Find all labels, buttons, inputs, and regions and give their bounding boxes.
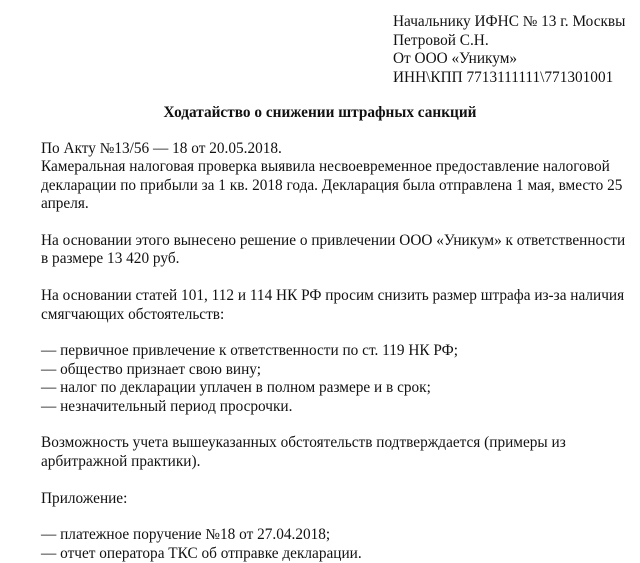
evidence-paragraph: [41, 434, 626, 471]
sender-line: От ООО «Уникум»: [393, 50, 518, 68]
circumstances-list: [41, 342, 626, 416]
document-body: [41, 140, 626, 563]
list-item: — общество признает свою вину;: [41, 360, 262, 378]
request-line: На основании статей 101, 112 и 114 НК РФ просим снизить размер штрафа из-за наличия: [41, 287, 625, 305]
evidence-line: Возможность учета вышеуказанных обстоятельств подтверждается (примеры из: [41, 434, 566, 452]
act-reference: [41, 140, 626, 214]
list-item: — платежное поручение №18 от 27.04.2018;: [41, 526, 331, 544]
request-line: смягчающих обстоятельств:: [41, 305, 225, 323]
evidence-line: арбитражной практики).: [41, 452, 201, 470]
list-item: — налог по декларации уплачен в полном размере и в срок;: [41, 379, 431, 397]
addressee-block: [393, 13, 625, 87]
check-line: декларации по прибыли за 1 кв. 2018 года. Декларация была отправлена 1 мая, вместо 25: [41, 176, 623, 194]
attachments-list: [41, 526, 626, 563]
addressee-line: Начальнику ИФНС № 13 г. Москвы: [393, 13, 626, 30]
request-paragraph: [41, 287, 626, 324]
addressee-name: Петровой С.Н.: [393, 31, 489, 49]
inn-kpp-line: ИНН\КПП 7713111111\771301001: [393, 68, 614, 86]
decision-line: На основании этого вынесено решение о привлечении ООО «Уникум» к ответственности: [41, 232, 626, 250]
list-item: — незначительный период просрочки.: [41, 397, 293, 415]
check-line: апреля.: [41, 195, 89, 213]
act-line: По Акту №13/56 — 18 от 20.05.2018.: [41, 140, 282, 157]
document-title: Ходатайство о снижении штрафных санкций: [163, 104, 477, 121]
attachments-heading: Приложение:: [41, 489, 128, 507]
decision-line: в размере 13 420 руб.: [41, 250, 180, 268]
decision-paragraph: [41, 232, 626, 269]
list-item: — отчет оператора ТКС об отправке декларации.: [41, 544, 362, 562]
check-line: Камеральная налоговая проверка выявила несвоевременное предоставление налоговой: [41, 158, 610, 176]
list-item: — первичное привлечение к ответственности по ст. 119 НК РФ;: [41, 342, 458, 360]
